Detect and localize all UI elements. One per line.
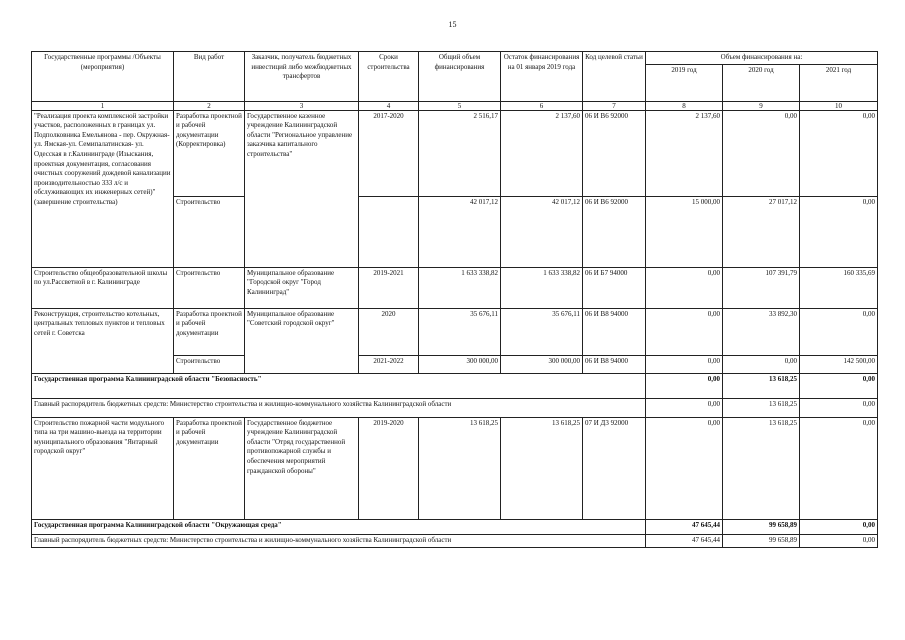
col-number: 2	[174, 101, 245, 110]
col-number: 10	[800, 101, 878, 110]
total-value: 13 618,25	[419, 417, 501, 519]
value-2020: 33 892,30	[723, 308, 800, 355]
value-2019: 0,00	[646, 267, 723, 308]
distributor-row	[32, 534, 878, 547]
value-2020: 99 658,89	[723, 519, 800, 534]
program-total-row	[32, 373, 878, 398]
col-number: 3	[245, 101, 359, 110]
remainder-value: 2 137,60	[501, 110, 583, 196]
terms: 2019-2020	[359, 417, 419, 519]
financing-table	[31, 51, 878, 548]
target-code: 06 И Б7 94000	[583, 267, 646, 308]
col-number: 6	[501, 101, 583, 110]
value-2021: 142 500,00	[800, 355, 878, 373]
value-2020: 107 391,79	[723, 267, 800, 308]
remainder-value: 1 633 338,82	[501, 267, 583, 308]
value-2021: 160 335,69	[800, 267, 878, 308]
value-2019: 0,00	[646, 373, 723, 398]
value-2019: 15 000,00	[646, 196, 723, 267]
table-row	[32, 267, 878, 308]
value-2019: 2 137,60	[646, 110, 723, 196]
col-number: 7	[583, 101, 646, 110]
object-name: Реконструкция, строительство котельных, центральных тепловых пунктов и тепловых сетей г. Советска	[32, 308, 174, 373]
header-row	[32, 52, 878, 65]
customer: Государственное бюджетное учреждение Калининградской области "Отряд государственной противопожарной службы и обеспечения мероприятий гражданской обороны"	[245, 417, 359, 519]
value-2020: 13 618,25	[723, 373, 800, 398]
work-type: Разработка проектной и рабочей документации	[174, 417, 245, 519]
header-total: Общий объем финансирования	[419, 52, 501, 102]
work-type: Строительство	[174, 267, 245, 308]
customer: Муниципальное образование "Советский городской округ"	[245, 308, 359, 373]
total-value: 2 516,17	[419, 110, 501, 196]
header-2020: 2020 год	[723, 64, 800, 101]
value-2020: 13 618,25	[723, 417, 800, 519]
col-number: 4	[359, 101, 419, 110]
program-total-row	[32, 519, 878, 534]
distributor-label: Главный распорядитель бюджетных средств: Министерство строительства и жилищно-коммунального хозяйства Калининградской области	[32, 534, 646, 547]
value-2019: 0,00	[646, 355, 723, 373]
work-type: Строительство	[174, 355, 245, 373]
value-2020: 13 618,25	[723, 398, 800, 417]
value-2021: 0,00	[800, 110, 878, 196]
target-code: 06 И В8 94000	[583, 308, 646, 355]
remainder-value: 42 017,12	[501, 196, 583, 267]
table-row	[32, 417, 878, 519]
remainder-value: 13 618,25	[501, 417, 583, 519]
target-code: 06 И В6 92000	[583, 110, 646, 196]
page-number: 15	[448, 20, 457, 29]
header-work-type: Вид работ	[174, 52, 245, 102]
object-name: Строительство общеобразовательной школы по ул.Рассветной в г. Калининграде	[32, 267, 174, 308]
terms: 2021-2022	[359, 355, 419, 373]
header-program: Государственные программы /Объекты (мероприятия)	[32, 52, 174, 102]
total-value: 35 676,11	[419, 308, 501, 355]
object-name: Строительство пожарной части модульного типа на три машино-выезда на территории муниципального образования "Янтарный городской округ"	[32, 417, 174, 519]
value-2021: 0,00	[800, 398, 878, 417]
col-number: 9	[723, 101, 800, 110]
table-row	[32, 110, 878, 196]
total-value: 1 633 338,82	[419, 267, 501, 308]
value-2019: 0,00	[646, 308, 723, 355]
column-numbers-row	[32, 101, 878, 110]
work-type: Разработка проектной и рабочей документации (Корректировка)	[174, 110, 245, 196]
remainder-value: 35 676,11	[501, 308, 583, 355]
terms: 2020	[359, 308, 419, 355]
value-2019: 47 645,44	[646, 519, 723, 534]
col-number: 5	[419, 101, 501, 110]
header-remainder: Остаток финансирования на 01 января 2019 года	[501, 52, 583, 102]
value-2020: 99 658,89	[723, 534, 800, 547]
terms: 2019-2021	[359, 267, 419, 308]
header-code: Код целевой статьи	[583, 52, 646, 102]
target-code: 06 И В8 94000	[583, 355, 646, 373]
total-value: 300 000,00	[419, 355, 501, 373]
remainder-value: 300 000,00	[501, 355, 583, 373]
value-2021: 0,00	[800, 534, 878, 547]
terms	[359, 196, 419, 267]
distributor-label: Главный распорядитель бюджетных средств: Министерство строительства и жилищно-коммунального хозяйства Калининградской области	[32, 398, 646, 417]
distributor-row	[32, 398, 878, 417]
value-2021: 0,00	[800, 519, 878, 534]
work-type: Разработка проектной и рабочей документации	[174, 308, 245, 355]
value-2021: 0,00	[800, 373, 878, 398]
value-2019: 0,00	[646, 398, 723, 417]
program-title: Государственная программа Калининградской области "Окружающая среда"	[32, 519, 646, 534]
header-funding: Объем финансирования на:	[646, 52, 878, 65]
table-row	[32, 308, 878, 355]
work-type: Строительство	[174, 196, 245, 267]
customer: Государственное казенное учреждение Калининградской области "Региональное управление заказчика капитального строительства"	[245, 110, 359, 267]
header-customer: Заказчик, получатель бюджетных инвестиций либо межбюджетных трансфертов	[245, 52, 359, 102]
target-code: 07 И Д3 92000	[583, 417, 646, 519]
total-value: 42 017,12	[419, 196, 501, 267]
value-2020: 0,00	[723, 355, 800, 373]
value-2020: 27 017,12	[723, 196, 800, 267]
terms: 2017-2020	[359, 110, 419, 196]
header-terms: Сроки строительства	[359, 52, 419, 102]
value-2020: 0,00	[723, 110, 800, 196]
value-2019: 47 645,44	[646, 534, 723, 547]
col-number: 8	[646, 101, 723, 110]
program-title: Государственная программа Калининградской области "Безопасность"	[32, 373, 646, 398]
header-2019: 2019 год	[646, 64, 723, 101]
header-2021: 2021 год	[800, 64, 878, 101]
value-2021: 0,00	[800, 417, 878, 519]
object-name: "Реализация проекта комплексной застройки участков, расположенных в границах ул. Подполковника Емельянова - пер. Окружная-ул. Ямская-ул. Семипалатинская- ул. Одесская в г.Калининграде (Изыскания, проектная документация, согласования очистных сооружений дождевой канализации производительностью 333 л/с и обслуживающих их инженерных сетей)"(завершение строительства)	[32, 110, 174, 267]
value-2021: 0,00	[800, 308, 878, 355]
target-code: 06 И В6 92000	[583, 196, 646, 267]
customer: Муниципальное образование "Городской округ "Город Калининград"	[245, 267, 359, 308]
value-2021: 0,00	[800, 196, 878, 267]
col-number: 1	[32, 101, 174, 110]
value-2019: 0,00	[646, 417, 723, 519]
